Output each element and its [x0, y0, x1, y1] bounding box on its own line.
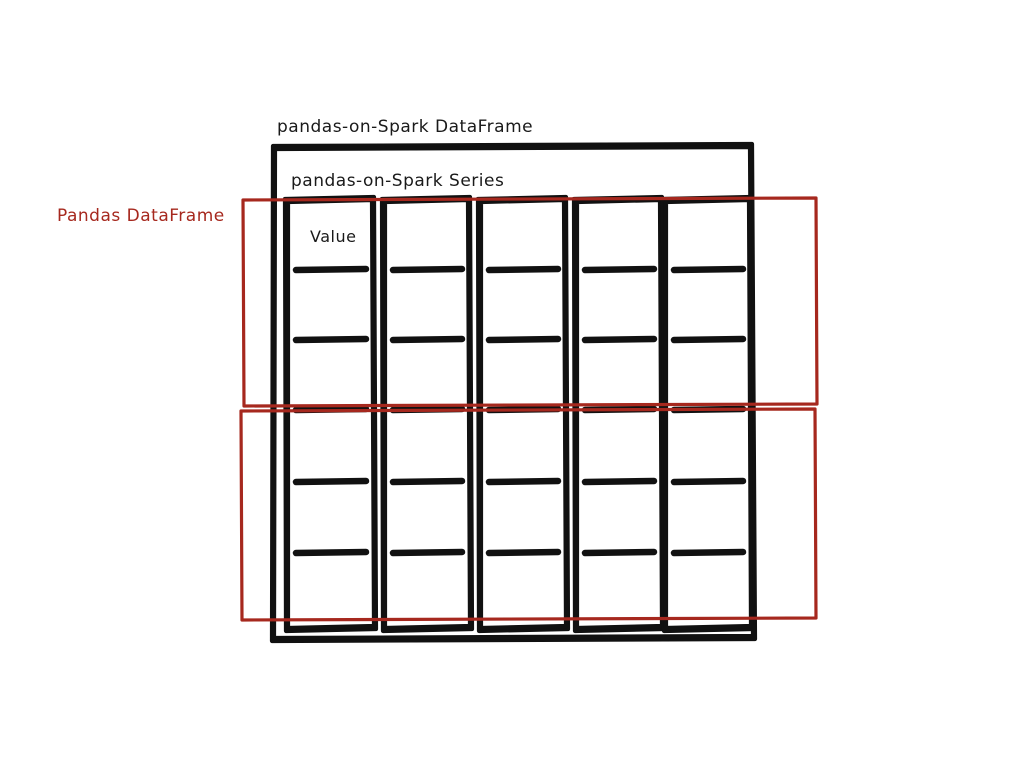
ps-series-column: [285, 197, 376, 631]
series-column-4: [574, 197, 664, 631]
ps-dataframe-title: pandas-on-Spark DataFrame: [277, 117, 534, 137]
pandas-dataframe-box-lower: [241, 409, 816, 620]
pandas-dataframe-title: Pandas DataFrame: [57, 206, 225, 226]
value-cell-label: Value: [310, 227, 357, 246]
series-column-2: [382, 197, 472, 631]
ps-dataframe-box: [272, 144, 755, 641]
ps-series-title: pandas-on-Spark Series: [291, 171, 505, 191]
series-column-5: [663, 197, 753, 631]
series-column-3: [478, 197, 568, 631]
